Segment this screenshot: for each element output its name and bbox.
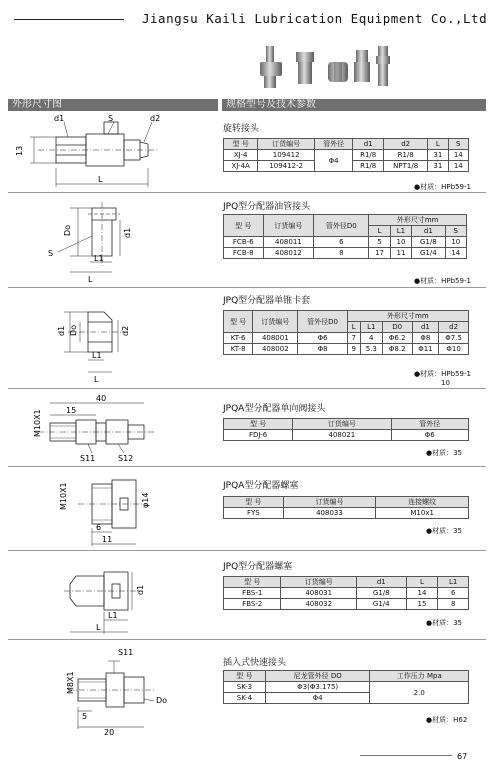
table-cell: R1/8 xyxy=(353,161,384,172)
col-header: S xyxy=(448,139,468,150)
table-cell: 型 号 xyxy=(224,419,293,430)
material-note: ●材质：HPb59-1 xyxy=(414,370,471,378)
table-cell: 408021 xyxy=(293,430,391,441)
label-d1: d1 xyxy=(54,114,65,123)
table-cell: 31 xyxy=(428,161,448,172)
table-cell: 型 号 xyxy=(224,215,264,237)
table-cell: 8 xyxy=(314,248,369,259)
table-cell: 型 号 xyxy=(224,577,281,588)
separator xyxy=(8,550,486,551)
table-row xyxy=(224,333,469,344)
table-cell: 14 xyxy=(445,248,466,259)
table-cell: 连接螺纹 xyxy=(376,497,469,508)
section-title-plug-fys: JPQA型分配器螺塞 xyxy=(223,481,299,491)
table-cell: d1 xyxy=(412,322,439,333)
table-cell: Φ6 xyxy=(298,333,347,344)
drawing-plug-fbs xyxy=(8,554,218,638)
page-number: 67 xyxy=(457,752,468,761)
material-note: ●材质：35 xyxy=(426,449,463,457)
table-cell: d1 xyxy=(412,226,445,237)
table-cell: 订货编号 xyxy=(253,311,298,333)
label-15: 15 xyxy=(66,406,77,415)
spec-table-quick-connector xyxy=(223,670,469,704)
table-cell: 408002 xyxy=(253,344,298,355)
table-cell: 408032 xyxy=(281,599,356,610)
table-cell: 10 xyxy=(445,237,466,248)
col-header: 订货编号 xyxy=(258,139,315,150)
label-s12: S12 xyxy=(118,454,134,463)
swivel-joint-photo xyxy=(260,46,282,88)
table-cell: 管外径D0 xyxy=(298,311,347,333)
label-l1: L1 xyxy=(108,611,118,620)
header-rule xyxy=(14,19,124,20)
table-cell: 型 号 xyxy=(224,497,284,508)
table-cell: 15 xyxy=(406,599,438,610)
label-l: L xyxy=(98,175,103,184)
footer-rule xyxy=(360,755,452,756)
table-cell: KT-6 xyxy=(224,333,253,344)
table-cell: 408031 xyxy=(281,588,356,599)
table-cell: G1/8 xyxy=(412,237,445,248)
table-cell: Φ4 xyxy=(315,150,353,172)
label-do: Do xyxy=(63,224,72,236)
col-header: d2 xyxy=(384,139,428,150)
table-cell: FBS-1 xyxy=(224,588,281,599)
label-l: L xyxy=(94,375,99,384)
table-cell: Φ8.2 xyxy=(382,344,412,355)
section-title-check-valve: JPQA型分配器单向阀接头 xyxy=(223,404,326,414)
table-cell: FYS xyxy=(224,508,284,519)
spec-table-swivel xyxy=(223,138,469,172)
spec-table-check-valve xyxy=(223,418,469,441)
table-cell: 订货编号 xyxy=(283,497,376,508)
table-row xyxy=(224,150,469,161)
table-cell: SK-3 xyxy=(224,682,266,693)
table-cell: L1 xyxy=(360,322,382,333)
table-cell: 9 xyxy=(347,344,360,355)
spec-table-plug-fys xyxy=(223,496,469,519)
tube-fitting-photo xyxy=(296,52,314,84)
label-l: L xyxy=(88,275,93,284)
table-cell: 408001 xyxy=(253,333,298,344)
product-photos xyxy=(252,42,402,94)
material-note: ●材质：HPb59-1 xyxy=(414,183,471,191)
table-cell: Φ8 xyxy=(412,333,439,344)
table-cell: R1/8 xyxy=(353,150,384,161)
label-d1: d1 xyxy=(123,227,132,238)
material-extra: 10 xyxy=(441,379,450,387)
table-cell: 408012 xyxy=(263,248,314,259)
table-cell: Φ7.5 xyxy=(439,333,469,344)
table-cell: L xyxy=(369,226,390,237)
separator xyxy=(8,287,486,288)
table-cell: FCB-6 xyxy=(224,237,264,248)
table-cell: d1 xyxy=(356,577,406,588)
table-cell: KT-8 xyxy=(224,344,253,355)
company-name: Jiangsu Kaili Lubrication Equipment Co.,Ltd xyxy=(142,11,488,26)
spec-table-oil-tube xyxy=(223,214,467,259)
table-row xyxy=(224,508,469,519)
drawing-oil-tube-connector xyxy=(8,196,218,286)
section-title-swivel: 旋转接头 xyxy=(223,124,260,134)
table-cell: 外形尺寸mm xyxy=(347,311,468,322)
drawing-check-valve xyxy=(8,393,218,465)
drawing-cone-ferrule xyxy=(8,292,218,387)
table-cell: 型 号 xyxy=(224,311,253,333)
table-cell: 5.3 xyxy=(360,344,382,355)
nut-photo xyxy=(328,62,348,82)
table-cell: 14 xyxy=(406,588,438,599)
separator xyxy=(8,388,486,389)
col-header: 管外径 xyxy=(315,139,353,150)
drawing-plug-fys xyxy=(8,470,218,550)
table-cell: 408033 xyxy=(283,508,376,519)
table-cell: S xyxy=(445,226,466,237)
table-cell: 109412-2 xyxy=(258,161,315,172)
table-cell: FBS-2 xyxy=(224,599,281,610)
label-s11: S11 xyxy=(118,648,134,657)
table-cell: G1/4 xyxy=(412,248,445,259)
table-cell: NPT1/8 xyxy=(384,161,428,172)
label-20: 20 xyxy=(104,728,115,735)
col-header: 型 号 xyxy=(224,139,258,150)
table-cell: 4 xyxy=(360,333,382,344)
drawing-quick-connector xyxy=(8,643,218,735)
table-cell: Φ6.2 xyxy=(382,333,412,344)
section-title-plug-fbs: JPQ型分配器螺塞 xyxy=(223,562,293,572)
table-cell: 管外径 xyxy=(391,419,468,430)
table-cell: 14 xyxy=(448,150,468,161)
table-cell: 2.0 xyxy=(370,682,469,704)
label-m10x1: M10X1 xyxy=(59,482,68,510)
table-cell: Φ8 xyxy=(298,344,347,355)
table-cell: 尼龙管外径 DO xyxy=(265,671,370,682)
table-cell: D0 xyxy=(382,322,412,333)
table-cell: 10 xyxy=(390,237,411,248)
table-row xyxy=(224,588,469,599)
table-cell: 6 xyxy=(438,588,469,599)
table-row xyxy=(224,430,469,441)
label-l1: L1 xyxy=(92,351,102,360)
section-title-ferrule: JPQ型分配器单锥卡套 xyxy=(223,296,311,306)
separator xyxy=(8,466,486,467)
plug-photo xyxy=(354,50,370,82)
material-note: ●材质：HPb59-1 xyxy=(414,277,471,285)
section-title-oil-tube: JPQ型分配器油管接头 xyxy=(223,202,311,212)
table-cell: 31 xyxy=(428,150,448,161)
table-row xyxy=(224,237,467,248)
section-title-quick-connector: 插入式快速接头 xyxy=(223,658,287,668)
table-cell: 14 xyxy=(448,161,468,172)
table-cell: L xyxy=(347,322,360,333)
table-cell: d2 xyxy=(439,322,469,333)
table-cell: 5 xyxy=(369,237,390,248)
label-d1: d1 xyxy=(136,584,145,595)
table-row xyxy=(224,599,469,610)
label-d1: d1 xyxy=(57,325,66,336)
col-header: L xyxy=(428,139,448,150)
table-cell: M10x1 xyxy=(376,508,469,519)
table-cell: Φ11 xyxy=(412,344,439,355)
label-5: 5 xyxy=(82,712,88,721)
table-cell: 408011 xyxy=(263,237,314,248)
table-cell: G1/4 xyxy=(356,599,406,610)
table-cell: 管外径D0 xyxy=(314,215,369,237)
label-13: 13 xyxy=(15,145,24,156)
label-s: S xyxy=(48,249,54,258)
label-s: S xyxy=(108,114,114,123)
table-cell: 7 xyxy=(347,333,360,344)
table-row xyxy=(224,344,469,355)
table-cell: SK-4 xyxy=(224,693,266,704)
table-cell: FDJ-6 xyxy=(224,430,293,441)
spec-table-ferrule xyxy=(223,310,469,355)
spec-parameter-bar: 规格型号及技术参数 xyxy=(222,99,486,111)
label-m10x1: M10X1 xyxy=(33,409,42,437)
table-cell: L xyxy=(406,577,438,588)
material-note: ●材质：35 xyxy=(426,619,463,627)
dimension-drawing-bar: 外形尺寸图 xyxy=(8,99,218,111)
material-note: ●材质：H62 xyxy=(426,716,468,724)
table-cell: 订货编号 xyxy=(263,215,314,237)
label-do: Do xyxy=(156,696,168,705)
label-do: Do xyxy=(69,324,78,336)
table-cell: Φ4 xyxy=(265,693,370,704)
label-40: 40 xyxy=(96,394,107,403)
label-11: 11 xyxy=(102,535,113,544)
quick-connector-photo xyxy=(376,46,390,86)
col-header: d1 xyxy=(353,139,384,150)
table-cell: G1/8 xyxy=(356,588,406,599)
table-cell: XJ-4A xyxy=(224,161,258,172)
label-l: L xyxy=(96,623,101,632)
label-d2: d2 xyxy=(150,114,161,123)
table-cell: 17 xyxy=(369,248,390,259)
spec-table-plug-fbs xyxy=(223,576,469,610)
table-cell: 外形尺寸mm xyxy=(369,215,467,226)
table-cell: Φ3(Φ3.175) xyxy=(265,682,370,693)
separator xyxy=(8,192,486,193)
table-cell: 型 号 xyxy=(224,671,266,682)
table-cell: 订货编号 xyxy=(281,577,356,588)
table-cell: R1/8 xyxy=(384,150,428,161)
drawing-swivel-joint xyxy=(8,112,218,192)
table-cell: L1 xyxy=(390,226,411,237)
table-cell: 工作压力 Mpa xyxy=(370,671,469,682)
label-s11: S11 xyxy=(80,454,96,463)
table-cell: 11 xyxy=(390,248,411,259)
label-6: 6 xyxy=(96,523,102,532)
label-d2: d2 xyxy=(121,325,130,336)
table-cell: 8 xyxy=(438,599,469,610)
table-cell: Φ10 xyxy=(439,344,469,355)
label-l1: L1 xyxy=(94,254,104,263)
label-m8x1: M8X1 xyxy=(66,671,75,694)
table-cell: FCB-8 xyxy=(224,248,264,259)
material-note: ●材质：35 xyxy=(426,527,463,535)
separator xyxy=(8,639,486,640)
table-row xyxy=(224,248,467,259)
table-cell: 订货编号 xyxy=(293,419,391,430)
table-cell: 109412 xyxy=(258,150,315,161)
table-cell: L1 xyxy=(438,577,469,588)
table-cell: XJ-4 xyxy=(224,150,258,161)
table-row xyxy=(224,682,469,693)
label-phi14: φ14 xyxy=(141,492,150,508)
table-cell: Φ6 xyxy=(391,430,468,441)
table-cell: 6 xyxy=(314,237,369,248)
